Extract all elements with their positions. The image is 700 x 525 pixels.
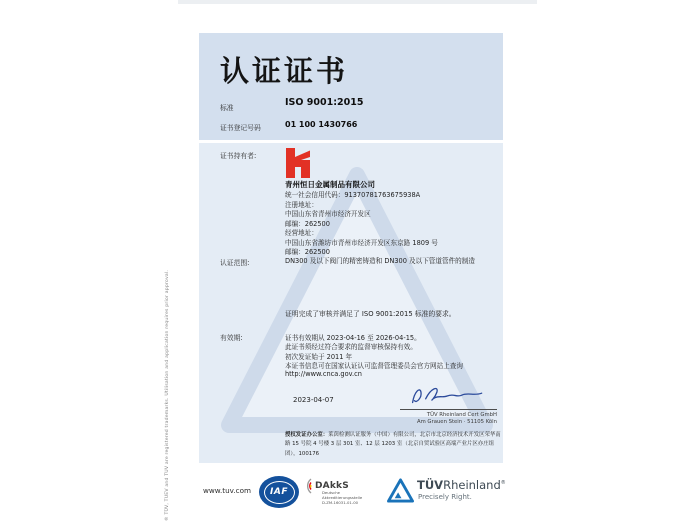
cnca-url: http://www.cnca.gov.cn <box>285 369 362 378</box>
issuing-office-note <box>285 431 501 459</box>
tuv-rheinland-triangle-icon <box>387 478 414 503</box>
dakks-label: DAkkS <box>315 481 349 491</box>
signature-line <box>400 409 497 410</box>
dakks-subtext-line: Akkreditierungsstelle <box>322 494 363 500</box>
business-address: 中国山东省潍坊市青州市经济开发区东京路 1809 号 <box>285 238 438 247</box>
dakks-subtext <box>322 491 362 506</box>
validity-line: 此证书须经过符合要求的监督审核保持有效。 <box>285 343 417 352</box>
holder-label: 证书持有者: <box>220 152 257 160</box>
validity-line: 初次发证始于 2011 年 <box>285 352 353 361</box>
iaf-label: IAF <box>270 487 288 497</box>
holder-company-name: 青州恒日金属制品有限公司 <box>285 180 375 189</box>
trademark-side-note: ® TÜV, TUEV and TUV are registered trademarks. Utilisation and application requires prior approval. <box>165 269 170 521</box>
dakks-arcs-icon <box>301 478 314 494</box>
dakks-subtext-line: D-ZM-16031-01-00 <box>322 499 359 505</box>
certificate-body <box>199 143 503 463</box>
standard-value: ISO 9001:2015 <box>285 97 364 108</box>
tuv-wordmark-bold: TÜV <box>417 478 444 492</box>
tuv-rheinland-wordmark <box>417 478 506 492</box>
registered-address-label: 注册地址： <box>285 200 318 209</box>
business-address-label: 经营地址： <box>285 229 318 237</box>
signatory-company: TÜV Rheinland Cert GmbH <box>426 412 497 418</box>
signatory-address: Am Grauen Stein · 51105 Köln <box>416 419 497 425</box>
registered-mark: ® <box>500 480 506 487</box>
registered-zip: 邮编：262500 <box>285 219 330 228</box>
validity-label: 有效期: <box>220 334 243 342</box>
certificate-title: 认证证书 <box>220 54 349 88</box>
cert-number-label: 证书登记号码 <box>220 124 261 132</box>
registered-address: 中国山东省青州市经济开发区 <box>285 210 371 218</box>
business-zip: 邮编：262500 <box>285 248 330 256</box>
tuv-wordmark-regular: Rheinland <box>443 478 501 492</box>
audit-statement: 证明完成了审核并满足了 ISO 9001:2015 标准的要求。 <box>285 310 456 318</box>
issue-date: 2023-04-07 <box>293 396 334 404</box>
validity-line: 本证书信息可在国家认证认可监督管理委员会官方网站上查询 <box>285 362 464 371</box>
signature-scribble-icon <box>407 383 491 409</box>
cert-number-value: 01 100 1430766 <box>285 120 358 129</box>
standard-label: 标准 <box>220 104 234 112</box>
issuing-office-label: 授权发证办公室： <box>285 432 329 438</box>
tuv-website-text: www.tuv.com <box>203 486 251 495</box>
scope-label: 认证范围: <box>220 259 250 267</box>
certificate-header <box>199 33 503 140</box>
scope-text: DN300 及以下阀门的精密铸造和 DN300 及以下管道管件的制造 <box>285 257 475 265</box>
company-logo-icon <box>285 148 311 178</box>
dakks-subtext-line: Deutsche <box>322 490 340 495</box>
tuv-tagline: Precisely Right. <box>418 493 472 501</box>
iaf-seal-icon <box>259 476 299 508</box>
photo-edge-strip <box>178 0 537 4</box>
validity-line: 证书有效期从 2023-04-16 至 2026-04-15。 <box>285 334 421 342</box>
issuing-office-text: 莱茵检测认证服务（中国）有限公司，北京市北京经济技术开发区荣华南路 15 号院 4 号楼 3 层 301 室、12 层 1203 室（北京自贸试验区高端产业片区亦庄组团），100176 <box>285 432 501 457</box>
holder-credit-code: 统一社会信用代码：91370781763675938A <box>285 191 421 199</box>
iaf-inner-ring <box>264 481 295 504</box>
